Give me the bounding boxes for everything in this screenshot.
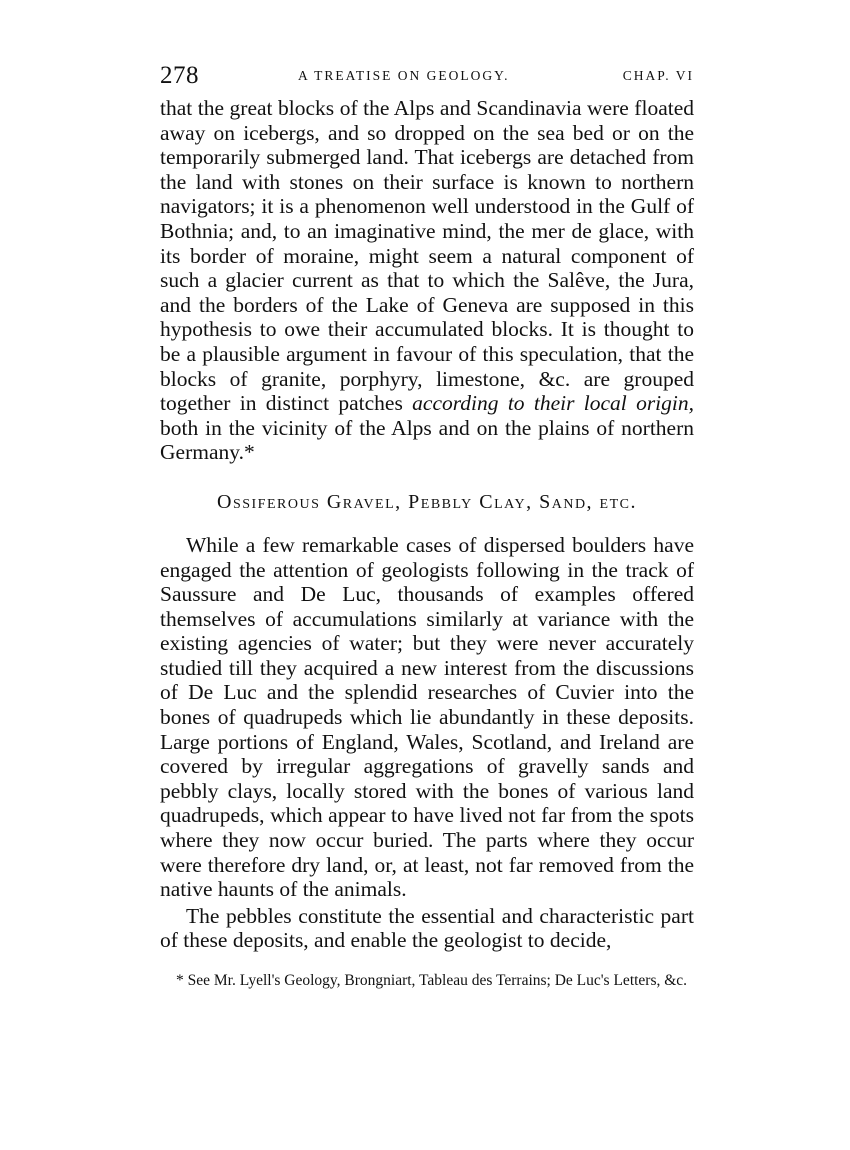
running-header [160,62,694,96]
chapter-label: CHAP. VI [622,68,694,83]
paragraph-text-end: both in the vicinity of the Alps and on the plains of northern Germany.* [160,415,694,465]
paragraph-icebergs [160,96,694,465]
paragraph-pebbles: The pebbles constitute the essential and characteristic part of these deposits, and enable the geologist to decide, [160,903,694,953]
page-number: 278 [160,62,199,89]
paragraph-boulders: While a few remarkable cases of dispersed boulders have engaged the attention of geologists following in the track of Saussure and De Luc, thousands of examples offered themselves of accumulations similarly at variance with the existing agencies of water; but they were never accurately studied till they acquired a new interest from the discussions of De Luc and the splendid researches of Cuvier into the bones of quadrupeds which lie abundantly in these deposits. Large portions of England, Wales, Scotland, and Ireland are covered by irregular aggregations of gravelly sands and pebbly clays, locally stored with the bones of various land quadrupeds, which appear to have lived not far from the spots where they now occur buried. The parts where they occur were therefore dry land, or, at least, not far removed from the native haunts of the animals. [160,532,694,902]
book-page [160,62,694,1006]
footnote: * See Mr. Lyell's Geology, Brongniart, Tableau des Terrains; De Luc's Letters, &c. [176,972,688,989]
paragraph-text: that the great blocks of the Alps and Scandinavia were floated away on icebergs, and so dropped on the sea bed or on the temporarily submerged land. That icebergs are detached from the land with stones on their surface is known to northern navigators; it is a phenomenon well understood in the Gulf of Bothnia; and, to an imaginative mind, the mer de glace, with its border of moraine, might seem a natural component of such a glacier current as that to which the Salêve, the Jura, and the borders of the Lake of Geneva are supposed in this hypothesis to owe their accumulated blocks. It is thought to be a plausible argument in favour of this speculation, that the blocks of granite, porphyry, limestone, &c. are grouped together in distinct patches [160,96,694,416]
section-heading: Ossiferous Gravel, Pebbly Clay, Sand, etc. [217,490,637,513]
italic-phrase: according to their local origin, [412,391,695,416]
running-title: A TREATISE ON GEOLOGY. [298,68,510,83]
